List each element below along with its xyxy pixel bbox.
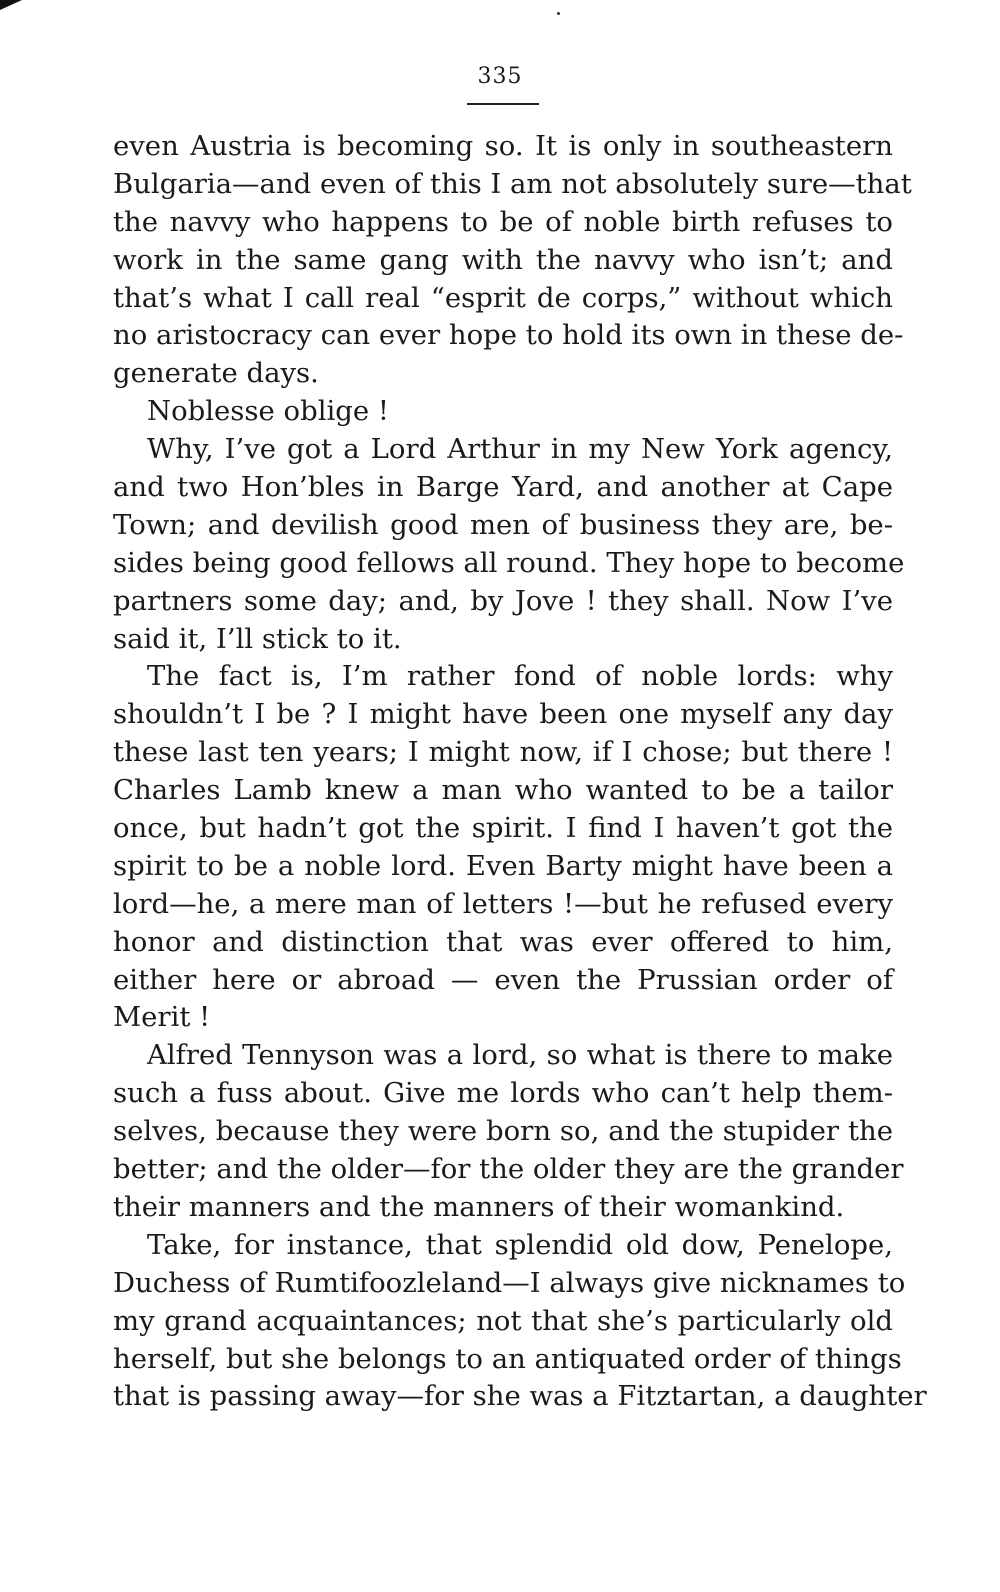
text-line: said it, I’ll stick to it. (113, 622, 402, 655)
text-line: such a fuss about. Give me lords who can’t help them- (113, 1077, 893, 1110)
text-line: no aristocracy can ever hope to hold its own in these de- (113, 319, 904, 352)
text-line: shouldn’t I be ? I might have been one myself any day (113, 698, 893, 731)
text-line: selves, because they were born so, and the stupider the (113, 1115, 893, 1148)
text-line: work in the same gang with the navvy who isn’t; and (113, 243, 893, 276)
text-line: herself, but she belongs to an antiquated order of things (113, 1342, 902, 1375)
text-line: partners some day; and, by Jove ! they shall. Now I’ve (113, 584, 893, 617)
text-line: lord—he, a mere man of letters !—but he refused every (113, 887, 893, 920)
body-text (113, 128, 927, 1416)
text-line: Bulgaria—and even of this I am not absolutely sure—that (113, 167, 912, 200)
text-line: Duchess of Rumtifoozleland—I always give nicknames to (113, 1266, 906, 1299)
text-line: even Austria is becoming so. It is only in southeastern (113, 130, 893, 162)
text-line: their manners and the manners of their womankind. (113, 1190, 845, 1223)
text-line: that’s what I call real “esprit de corps,” without which (113, 281, 893, 314)
text-line: Town; and devilish good men of business they are, be- (113, 508, 893, 541)
text-line: Charles Lamb knew a man who wanted to be a tailor (113, 774, 893, 807)
text-line: these last ten years; I might now, if I chose; but there ! (113, 736, 893, 769)
page-number: 335 (477, 64, 523, 89)
corner-mark (0, 0, 22, 10)
text-line: that is passing away—for she was a Fitztartan, a daughter (113, 1380, 927, 1413)
text-line: Merit ! (113, 1001, 211, 1034)
ink-speck (557, 12, 560, 15)
text-line: better; and the older—for the older they are the grander (113, 1153, 904, 1186)
text-line: my grand acquaintances; not that she’s particularly old (113, 1304, 893, 1337)
paragraph (113, 393, 893, 431)
text-line: The fact is, I’m rather fond of noble lords: why (147, 660, 893, 693)
text-line: Take, for instance, that splendid old dow, Penelope, (147, 1228, 893, 1261)
text-line: generate days. (113, 357, 319, 390)
paragraph (113, 1227, 927, 1416)
header-rule (467, 103, 539, 105)
text-line: Alfred Tennyson was a lord, so what is there to make (147, 1039, 893, 1072)
text-line: honor and distinction that was ever offered to him, (113, 925, 893, 958)
text-line: spirit to be a noble lord. Even Barty might have been a (113, 849, 893, 882)
paragraph (113, 1037, 904, 1226)
text-line: Why, I’ve got a Lord Arthur in my New York agency, (147, 433, 893, 466)
text-line: Noblesse oblige ! (147, 395, 389, 428)
text-line: the navvy who happens to be of noble birth refuses to (113, 205, 893, 238)
paragraph (113, 431, 905, 658)
text-line: either here or abroad — even the Prussian order of (113, 963, 893, 996)
text-line: and two Hon’bles in Barge Yard, and another at Cape (113, 471, 893, 504)
paragraph (113, 658, 893, 1037)
text-line: sides being good fellows all round. They hope to become (113, 546, 905, 579)
paragraph (113, 128, 912, 393)
text-line: once, but hadn’t got the spirit. I find I haven’t got the (113, 812, 893, 845)
